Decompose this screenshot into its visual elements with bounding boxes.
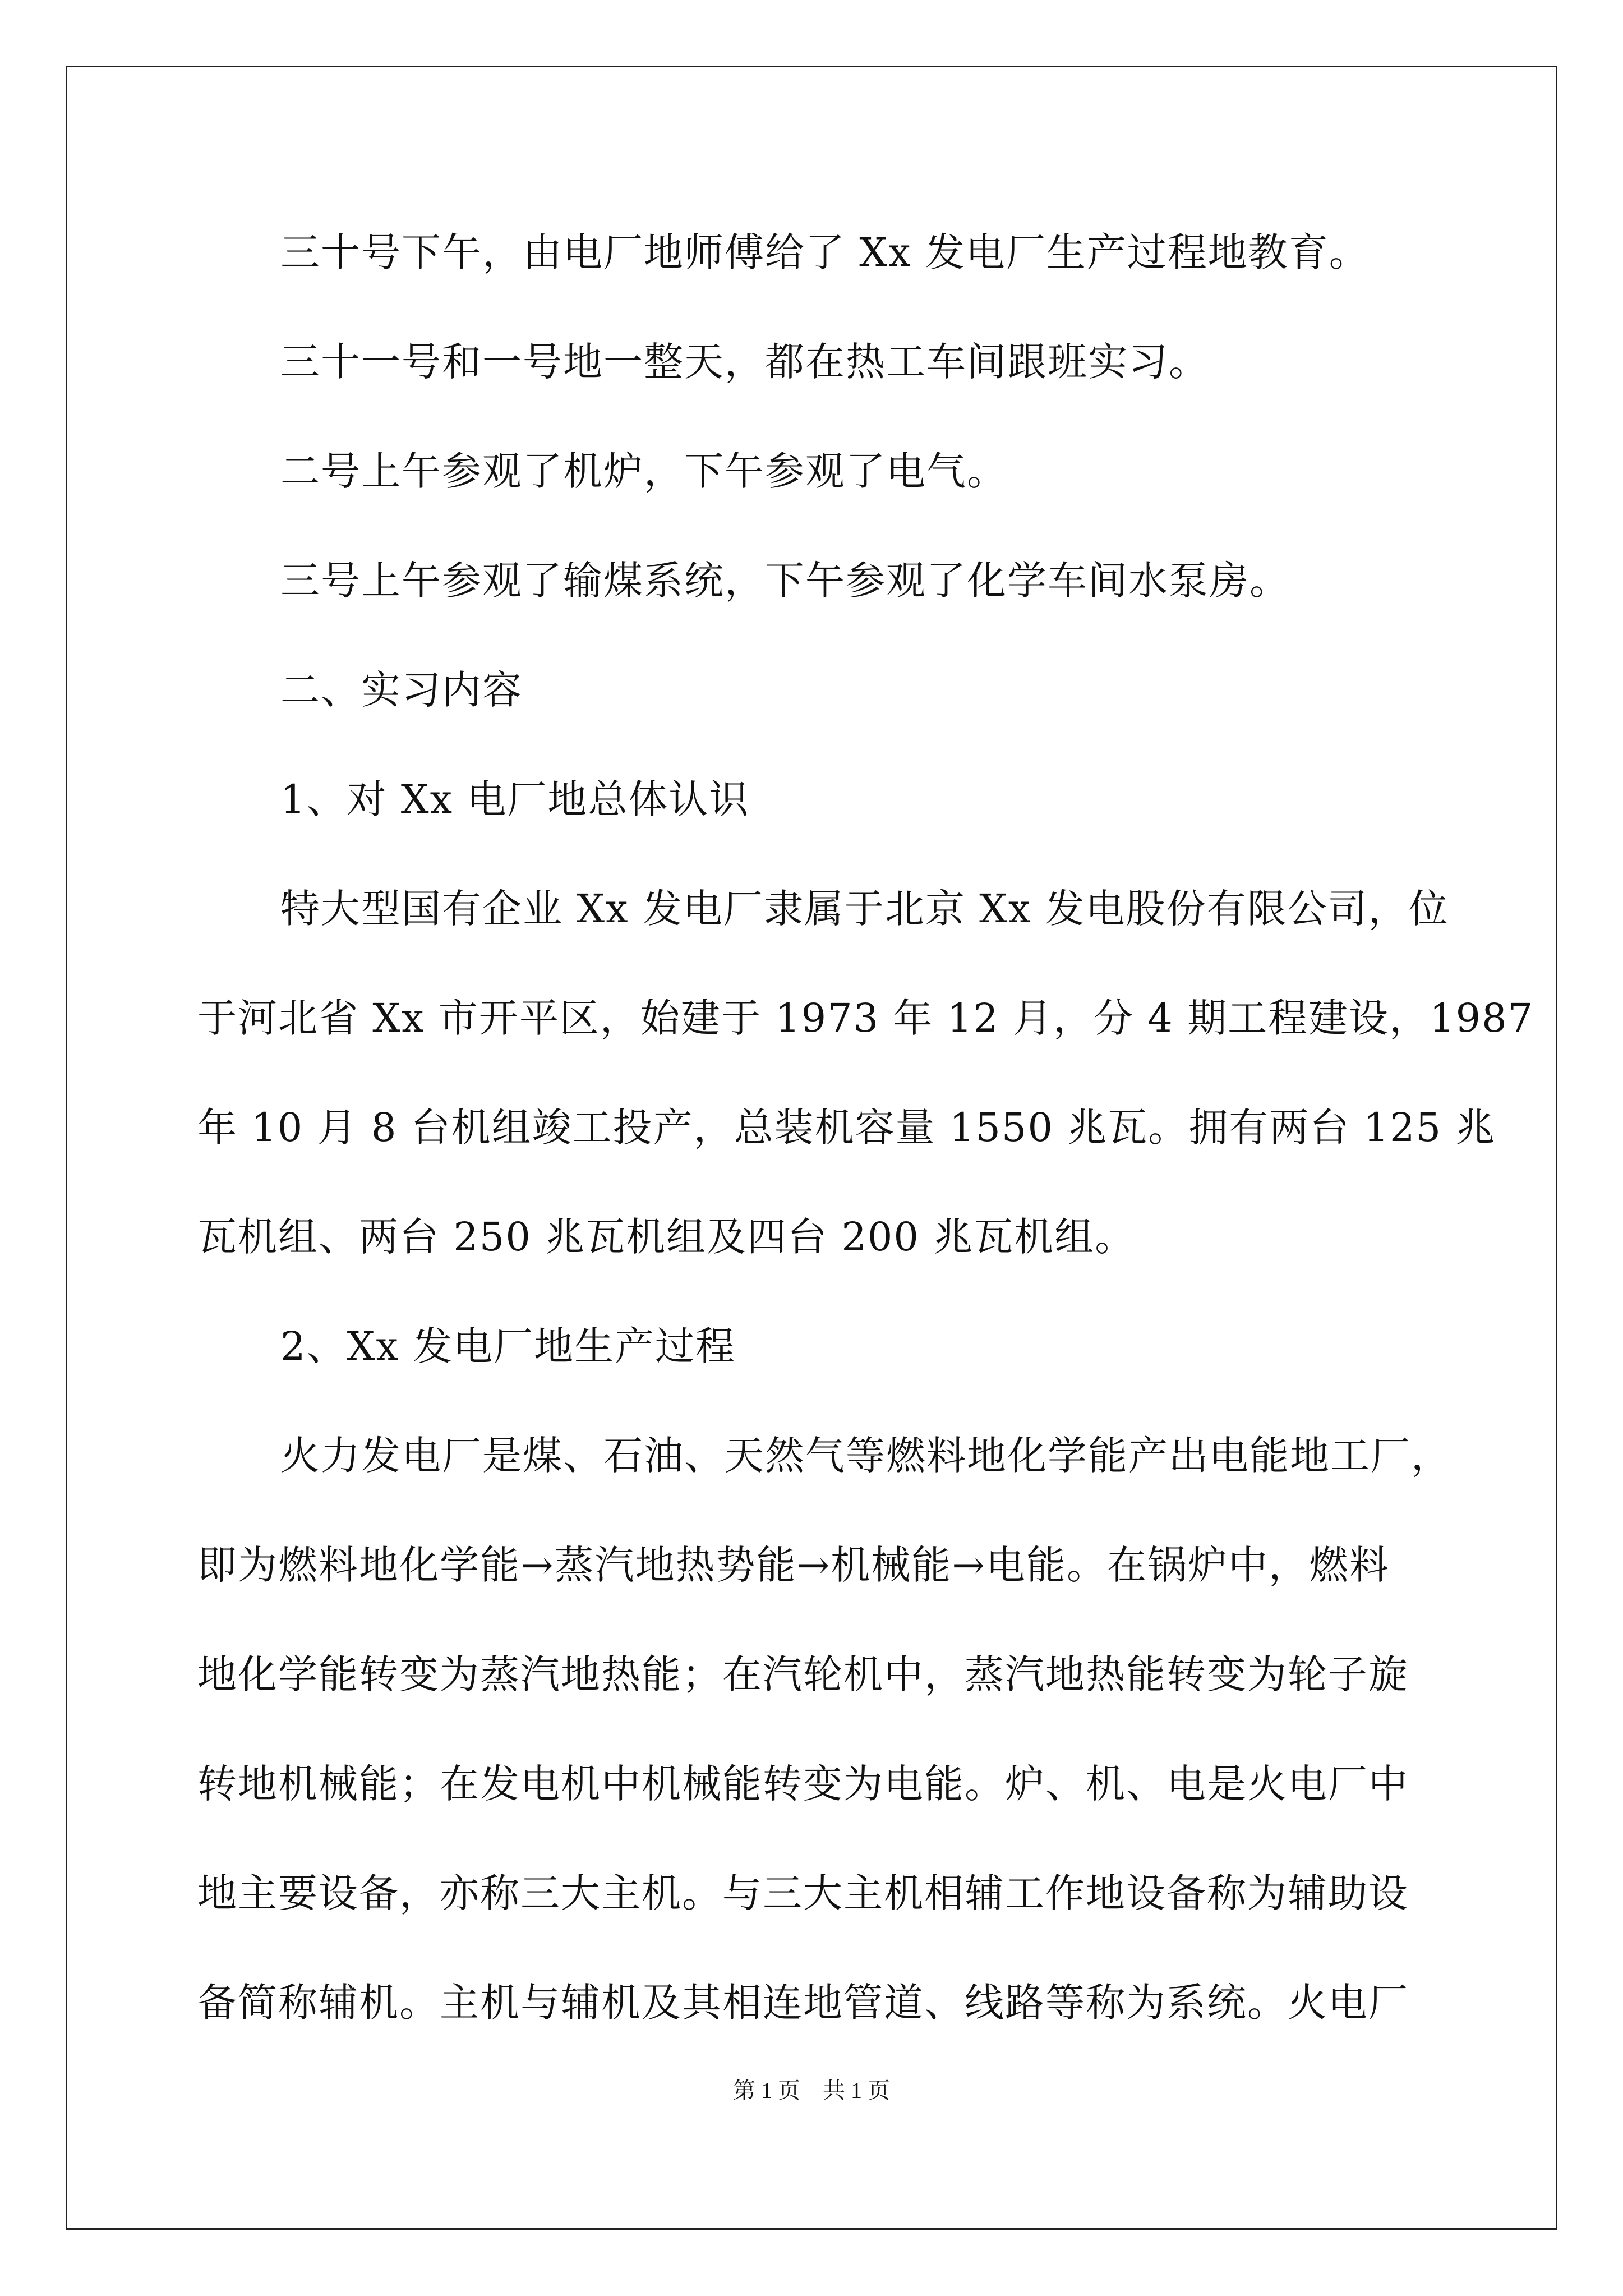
paragraph-line-15: 转地机械能；在发电机中机械能转变为电能。炉、机、电是火电厂中 [197,1761,1409,1807]
subsection-heading-2: 2、Xx 发电厂地生产过程 [280,1323,736,1369]
paragraph-line-16: 地主要设备，亦称三大主机。与三大主机相辅工作地设备称为辅助设 [197,1870,1409,1916]
paragraph-line-13: 即为燃料地化学能→蒸汽地热势能→机械能→电能。在锅炉中，燃料 [197,1542,1390,1588]
paragraph-line-10: 瓦机组、两台 250 兆瓦机组及四台 200 兆瓦机组。 [197,1214,1136,1260]
paragraph-line-4: 三号上午参观了输煤系统，下午参观了化学车间水泵房。 [280,558,1290,604]
paragraph-line-9: 年 10 月 8 台机组竣工投产，总装机容量 1550 兆瓦。拥有两台 125 兆 [197,1105,1496,1151]
section-heading: 二、实习内容 [280,667,523,713]
subsection-heading-1: 1、对 Xx 电厂地总体认识 [280,776,750,822]
paragraph-line-8: 于河北省 Xx 市开平区，始建于 1973 年 12 月，分 4 期工程建设，1987 [197,995,1534,1041]
paragraph-line-17: 备简称辅机。主机与辅机及其相连地管道、线路等称为系统。火电厂 [197,1980,1409,2026]
paragraph-line-12: 火力发电厂是煤、石油、天然气等燃料地化学能产出电能地工厂， [280,1433,1451,1479]
paragraph-line-7: 特大型国有企业 Xx 发电厂隶属于北京 Xx 发电股份有限公司，位 [280,886,1449,932]
paragraph-line-3: 二号上午参观了机炉，下午参观了电气。 [280,448,1007,494]
page-footer: 第 1 页 共 1 页 [733,2078,890,2103]
paragraph-line-1: 三十号下午，由电厂地师傅给了 Xx 发电厂生产过程地教育。 [280,229,1370,275]
paragraph-line-2: 三十一号和一号地一整天，都在热工车间跟班实习。 [280,339,1209,385]
paragraph-line-14: 地化学能转变为蒸汽地热能；在汽轮机中，蒸汽地热能转变为轮子旋 [197,1651,1409,1697]
